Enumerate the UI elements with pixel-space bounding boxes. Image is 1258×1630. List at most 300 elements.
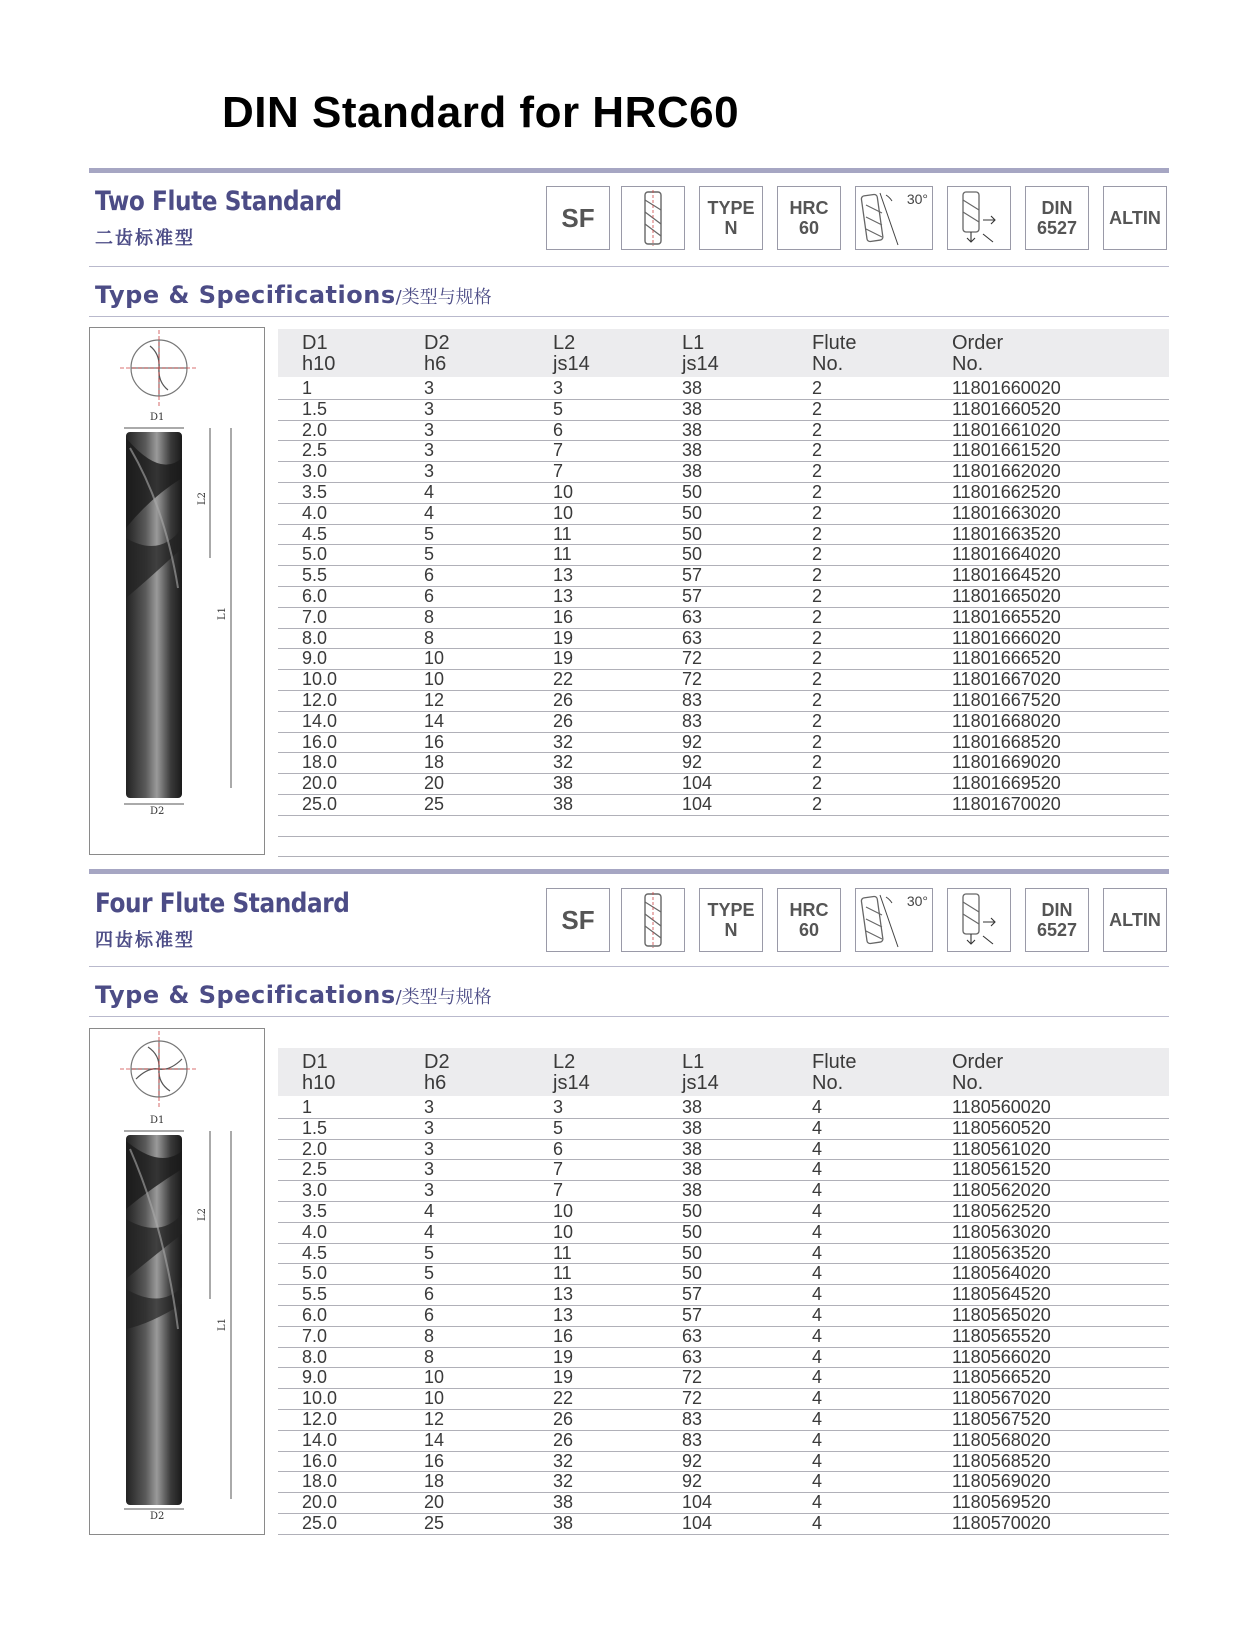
table-cell: 4 bbox=[812, 1367, 823, 1388]
table-cell: 25.0 bbox=[302, 794, 338, 814]
table-cell: 4 bbox=[812, 1492, 823, 1513]
table-cell: 12 bbox=[424, 690, 445, 710]
table-cell: 19 bbox=[553, 1346, 574, 1367]
table-cell: 3 bbox=[424, 398, 435, 419]
row-divider bbox=[278, 1534, 1169, 1535]
table-cell: 1180569020 bbox=[952, 1471, 1051, 1492]
table-cell: 10 bbox=[553, 482, 574, 502]
table-cell: 6 bbox=[424, 1305, 435, 1325]
table-cell: 14 bbox=[424, 1429, 445, 1450]
table-cell: 4.5 bbox=[302, 523, 328, 544]
table-cell: 3 bbox=[424, 1180, 435, 1201]
table-cell: 20.0 bbox=[302, 1492, 338, 1513]
table-cell: 26 bbox=[553, 690, 574, 710]
table-cell: 13 bbox=[553, 1305, 574, 1325]
row-divider bbox=[278, 815, 1169, 816]
table-cell: 26 bbox=[553, 1429, 574, 1450]
table-cell: 5 bbox=[424, 544, 435, 565]
table-cell: 83 bbox=[682, 710, 703, 731]
table-cell: 4 bbox=[812, 1388, 823, 1409]
table-cell: 11801662020 bbox=[952, 461, 1061, 482]
table-cell: 18.0 bbox=[302, 1471, 338, 1492]
din-badge: DIN 6527 bbox=[1025, 186, 1089, 250]
hrc-badge: HRC 60 bbox=[777, 888, 841, 952]
table-cell: 1.5 bbox=[302, 398, 328, 419]
table-cell: 50 bbox=[682, 1242, 703, 1263]
table-cell: 104 bbox=[682, 1513, 713, 1533]
table-cell: 16 bbox=[553, 606, 574, 627]
table-cell: 32 bbox=[553, 752, 574, 773]
table-cell: 6.0 bbox=[302, 586, 328, 606]
table-cell: 1180565020 bbox=[952, 1305, 1051, 1325]
table-cell: 11801666020 bbox=[952, 627, 1061, 648]
table-cell: 8 bbox=[424, 1325, 435, 1346]
table-cell: 50 bbox=[682, 523, 703, 544]
table-cell: 10.0 bbox=[302, 1388, 338, 1409]
table-cell: 38 bbox=[553, 1492, 574, 1513]
table-cell: 2 bbox=[812, 565, 823, 586]
table-cell: 2 bbox=[812, 398, 823, 419]
hrc-badge: HRC 60 bbox=[777, 186, 841, 250]
table-cell: 72 bbox=[682, 648, 703, 669]
table-cell: 11801663020 bbox=[952, 502, 1061, 523]
table-cell: 2 bbox=[812, 482, 823, 502]
table-cell: 1 bbox=[302, 1097, 313, 1117]
table-cell: 4 bbox=[812, 1471, 823, 1492]
column-header: L2 bbox=[553, 1051, 576, 1073]
d1-label: D1 bbox=[150, 1115, 165, 1126]
table-cell: 6 bbox=[553, 1138, 564, 1159]
sf-badge: SF bbox=[546, 888, 610, 952]
table-cell: 10 bbox=[424, 648, 445, 669]
center-cutting-icon bbox=[947, 888, 1011, 952]
end-mill-drawing bbox=[89, 1028, 265, 1535]
type-badge: TYPE N bbox=[699, 186, 763, 250]
table-cell: 38 bbox=[553, 773, 574, 794]
table-cell: 38 bbox=[682, 1097, 703, 1117]
table-cell: 1.5 bbox=[302, 1117, 328, 1138]
table-cell: 1180561520 bbox=[952, 1159, 1051, 1180]
table-cell: 50 bbox=[682, 1201, 703, 1221]
table-cell: 1180563020 bbox=[952, 1221, 1051, 1242]
table-cell: 6 bbox=[424, 586, 435, 606]
column-header: No. bbox=[812, 353, 844, 375]
table-cell: 6 bbox=[424, 1284, 435, 1305]
table-cell: 104 bbox=[682, 773, 713, 794]
table-cell: 38 bbox=[682, 378, 703, 398]
table-cell: 6 bbox=[424, 565, 435, 586]
table-cell: 7.0 bbox=[302, 606, 328, 627]
table-cell: 16.0 bbox=[302, 1450, 338, 1471]
table-cell: 13 bbox=[553, 586, 574, 606]
table-cell: 11801663520 bbox=[952, 523, 1061, 544]
table-cell: 1180563520 bbox=[952, 1242, 1051, 1263]
table-cell: 4 bbox=[812, 1325, 823, 1346]
table-cell: 11801670020 bbox=[952, 794, 1061, 814]
column-header: js14 bbox=[682, 353, 719, 375]
l1-label: L1 bbox=[217, 606, 229, 621]
column-header: Flute bbox=[812, 1051, 857, 1073]
helix-angle-icon bbox=[855, 888, 933, 952]
table-cell: 12 bbox=[424, 1409, 445, 1429]
table-cell: 10 bbox=[424, 1388, 445, 1409]
table-cell: 3 bbox=[553, 1097, 564, 1117]
table-cell: 4 bbox=[812, 1097, 823, 1117]
l2-label: L2 bbox=[197, 1207, 209, 1222]
table-cell: 2 bbox=[812, 690, 823, 710]
table-cell: 50 bbox=[682, 482, 703, 502]
table-cell: 5 bbox=[553, 398, 564, 419]
table-cell: 38 bbox=[682, 398, 703, 419]
coating-badge: ALTIN bbox=[1103, 888, 1167, 952]
table-cell: 83 bbox=[682, 1409, 703, 1429]
table-cell: 83 bbox=[682, 690, 703, 710]
table-cell: 38 bbox=[682, 440, 703, 461]
table-cell: 2 bbox=[812, 627, 823, 648]
table-cell: 5.5 bbox=[302, 565, 328, 586]
table-cell: 7.0 bbox=[302, 1325, 328, 1346]
table-cell: 1180561020 bbox=[952, 1138, 1051, 1159]
table-cell: 4 bbox=[812, 1346, 823, 1367]
type-badge: TYPE N bbox=[699, 888, 763, 952]
table-cell: 19 bbox=[553, 648, 574, 669]
table-cell: 11801668020 bbox=[952, 710, 1061, 731]
table-cell: 7 bbox=[553, 461, 564, 482]
table-cell: 26 bbox=[553, 710, 574, 731]
table-cell: 2 bbox=[812, 752, 823, 773]
table-cell: 22 bbox=[553, 669, 574, 690]
table-cell: 4 bbox=[812, 1450, 823, 1471]
column-header: D1 bbox=[302, 1051, 328, 1073]
table-header bbox=[278, 329, 1169, 377]
table-cell: 18.0 bbox=[302, 752, 338, 773]
table-cell: 11801664020 bbox=[952, 544, 1061, 565]
table-header bbox=[278, 1048, 1169, 1096]
table-cell: 11801664520 bbox=[952, 565, 1061, 586]
table-cell: 14.0 bbox=[302, 1429, 338, 1450]
table-cell: 2.0 bbox=[302, 1138, 328, 1159]
table-cell: 5 bbox=[553, 1117, 564, 1138]
row-divider bbox=[278, 836, 1169, 837]
table-cell: 1180567020 bbox=[952, 1388, 1051, 1409]
table-cell: 50 bbox=[682, 1263, 703, 1284]
table-cell: 5 bbox=[424, 523, 435, 544]
helix-angle-label: 30° bbox=[906, 191, 928, 207]
table-cell: 10 bbox=[553, 1221, 574, 1242]
column-header: h10 bbox=[302, 1072, 336, 1094]
table-cell: 104 bbox=[682, 1492, 713, 1513]
table-cell: 8 bbox=[424, 606, 435, 627]
table-cell: 3 bbox=[424, 378, 435, 398]
table-cell: 11 bbox=[553, 523, 572, 544]
table-cell: 11801669020 bbox=[952, 752, 1061, 773]
table-cell: 2 bbox=[812, 731, 823, 752]
table-cell: 1180562020 bbox=[952, 1180, 1051, 1201]
table-cell: 57 bbox=[682, 1305, 703, 1325]
table-cell: 1180560020 bbox=[952, 1097, 1051, 1117]
column-header: Order bbox=[952, 332, 1004, 354]
divider bbox=[89, 266, 1169, 267]
table-cell: 3 bbox=[424, 1117, 435, 1138]
table-cell: 4 bbox=[812, 1138, 823, 1159]
table-cell: 3 bbox=[424, 1097, 435, 1117]
table-cell: 1180569520 bbox=[952, 1492, 1051, 1513]
table-cell: 11801660520 bbox=[952, 398, 1061, 419]
table-cell: 2 bbox=[812, 544, 823, 565]
column-header: h6 bbox=[424, 353, 447, 375]
table-cell: 11801665020 bbox=[952, 586, 1061, 606]
coating-badge: ALTIN bbox=[1103, 186, 1167, 250]
table-cell: 11801666520 bbox=[952, 648, 1061, 669]
table-cell: 14.0 bbox=[302, 710, 338, 731]
table-cell: 1 bbox=[302, 378, 313, 398]
table-cell: 26 bbox=[553, 1409, 574, 1429]
table-cell: 2 bbox=[812, 523, 823, 544]
table-cell: 2 bbox=[812, 378, 823, 398]
table-cell: 18 bbox=[424, 752, 445, 773]
column-header: L2 bbox=[553, 332, 576, 354]
table-cell: 12.0 bbox=[302, 1409, 338, 1429]
table-cell: 11801662520 bbox=[952, 482, 1061, 502]
table-cell: 2 bbox=[812, 773, 823, 794]
table-cell: 20 bbox=[424, 1492, 445, 1513]
cross-section-icon bbox=[120, 1031, 198, 1107]
section-subtitle: 二齿标准型 bbox=[95, 228, 195, 248]
table-cell: 38 bbox=[682, 1138, 703, 1159]
section-title: Four Flute Standard bbox=[95, 888, 350, 919]
column-header: js14 bbox=[553, 353, 590, 375]
table-cell: 20 bbox=[424, 773, 445, 794]
table-cell: 4.5 bbox=[302, 1242, 328, 1263]
table-cell: 50 bbox=[682, 1221, 703, 1242]
table-cell: 1180560520 bbox=[952, 1117, 1051, 1138]
column-header: Order bbox=[952, 1051, 1004, 1073]
column-header: No. bbox=[952, 1072, 984, 1094]
table-cell: 4 bbox=[812, 1429, 823, 1450]
table-cell: 38 bbox=[553, 794, 574, 814]
table-cell: 4 bbox=[812, 1513, 823, 1533]
table-cell: 11801668520 bbox=[952, 731, 1061, 752]
table-cell: 38 bbox=[553, 1513, 574, 1533]
table-cell: 4 bbox=[812, 1221, 823, 1242]
table-cell: 83 bbox=[682, 1429, 703, 1450]
column-header: Flute bbox=[812, 332, 857, 354]
divider bbox=[89, 1016, 1169, 1017]
table-cell: 7 bbox=[553, 1180, 564, 1201]
table-cell: 63 bbox=[682, 1325, 703, 1346]
table-cell: 25.0 bbox=[302, 1513, 338, 1533]
table-cell: 10.0 bbox=[302, 669, 338, 690]
table-cell: 16.0 bbox=[302, 731, 338, 752]
table-cell: 12.0 bbox=[302, 690, 338, 710]
table-cell: 11801669520 bbox=[952, 773, 1061, 794]
column-header: L1 bbox=[682, 332, 705, 354]
d2-label: D2 bbox=[150, 806, 165, 817]
table-cell: 2 bbox=[812, 586, 823, 606]
row-divider bbox=[278, 856, 1169, 857]
l1-label: L1 bbox=[217, 1317, 229, 1332]
table-cell: 1180564020 bbox=[952, 1263, 1051, 1284]
table-cell: 11 bbox=[553, 1263, 572, 1284]
table-cell: 3 bbox=[424, 419, 435, 440]
table-cell: 2 bbox=[812, 669, 823, 690]
table-cell: 4 bbox=[812, 1201, 823, 1221]
table-cell: 3 bbox=[553, 378, 564, 398]
table-cell: 4 bbox=[812, 1159, 823, 1180]
table-cell: 63 bbox=[682, 1346, 703, 1367]
table-cell: 4 bbox=[812, 1284, 823, 1305]
table-cell: 2.5 bbox=[302, 1159, 328, 1180]
column-header: h6 bbox=[424, 1072, 447, 1094]
page-title: DIN Standard for HRC60 bbox=[222, 88, 740, 137]
table-cell: 16 bbox=[424, 731, 445, 752]
spec-table bbox=[278, 1048, 1169, 1536]
table-cell: 5.0 bbox=[302, 1263, 328, 1284]
table-cell: 8 bbox=[424, 1346, 435, 1367]
table-cell: 4 bbox=[424, 482, 435, 502]
table-cell: 8.0 bbox=[302, 1346, 328, 1367]
table-cell: 2 bbox=[812, 648, 823, 669]
end-mill-drawing bbox=[89, 327, 265, 855]
spec-table bbox=[278, 329, 1169, 849]
table-cell: 25 bbox=[424, 1513, 445, 1533]
table-cell: 18 bbox=[424, 1471, 445, 1492]
table-cell: 1180567520 bbox=[952, 1409, 1051, 1429]
table-cell: 11801660020 bbox=[952, 378, 1061, 398]
table-cell: 4 bbox=[424, 1201, 435, 1221]
table-cell: 20.0 bbox=[302, 773, 338, 794]
d1-label: D1 bbox=[150, 412, 165, 423]
table-cell: 38 bbox=[682, 419, 703, 440]
section-divider bbox=[89, 168, 1169, 173]
table-cell: 6.0 bbox=[302, 1305, 328, 1325]
column-header: h10 bbox=[302, 353, 336, 375]
table-cell: 2 bbox=[812, 461, 823, 482]
table-cell: 4.0 bbox=[302, 502, 328, 523]
section-subtitle: 四齿标准型 bbox=[95, 930, 195, 950]
spec-title: Type & Specifications/类型与规格 bbox=[95, 981, 492, 1009]
table-cell: 92 bbox=[682, 752, 703, 773]
table-cell: 3.0 bbox=[302, 461, 328, 482]
table-cell: 38 bbox=[682, 1159, 703, 1180]
table-cell: 11801661520 bbox=[952, 440, 1061, 461]
table-cell: 32 bbox=[553, 1471, 574, 1492]
table-cell: 25 bbox=[424, 794, 445, 814]
d2-label: D2 bbox=[150, 1511, 165, 1522]
straight-shank-icon bbox=[621, 186, 685, 250]
table-cell: 6 bbox=[553, 419, 564, 440]
table-cell: 38 bbox=[682, 1117, 703, 1138]
table-cell: 57 bbox=[682, 1284, 703, 1305]
l2-label: L2 bbox=[197, 491, 209, 506]
table-cell: 2.0 bbox=[302, 419, 328, 440]
table-cell: 4 bbox=[812, 1180, 823, 1201]
table-cell: 104 bbox=[682, 794, 713, 814]
table-cell: 2 bbox=[812, 606, 823, 627]
section-divider bbox=[89, 869, 1169, 874]
column-header: D1 bbox=[302, 332, 328, 354]
table-cell: 9.0 bbox=[302, 648, 328, 669]
table-cell: 3.0 bbox=[302, 1180, 328, 1201]
table-cell: 11801665520 bbox=[952, 606, 1061, 627]
straight-shank-icon bbox=[621, 888, 685, 952]
table-cell: 38 bbox=[682, 461, 703, 482]
column-header: js14 bbox=[682, 1072, 719, 1094]
cross-section-icon bbox=[120, 330, 198, 406]
table-cell: 72 bbox=[682, 1367, 703, 1388]
table-cell: 11 bbox=[553, 544, 572, 565]
table-cell: 3.5 bbox=[302, 1201, 328, 1221]
table-cell: 3.5 bbox=[302, 482, 328, 502]
column-header: D2 bbox=[424, 1051, 450, 1073]
table-cell: 2 bbox=[812, 710, 823, 731]
table-cell: 5.0 bbox=[302, 544, 328, 565]
table-cell: 2 bbox=[812, 502, 823, 523]
table-cell: 4 bbox=[812, 1117, 823, 1138]
table-cell: 16 bbox=[553, 1325, 574, 1346]
table-cell: 8.0 bbox=[302, 627, 328, 648]
table-cell: 50 bbox=[682, 544, 703, 565]
table-cell: 7 bbox=[553, 1159, 564, 1180]
table-cell: 5 bbox=[424, 1242, 435, 1263]
divider bbox=[89, 966, 1169, 967]
table-cell: 22 bbox=[553, 1388, 574, 1409]
table-cell: 11801667020 bbox=[952, 669, 1061, 690]
table-cell: 4 bbox=[812, 1305, 823, 1325]
table-cell: 63 bbox=[682, 627, 703, 648]
column-header: L1 bbox=[682, 1051, 705, 1073]
table-cell: 3 bbox=[424, 461, 435, 482]
table-cell: 19 bbox=[553, 627, 574, 648]
table-cell: 19 bbox=[553, 1367, 574, 1388]
divider bbox=[89, 316, 1169, 317]
table-cell: 5 bbox=[424, 1263, 435, 1284]
din-badge: DIN 6527 bbox=[1025, 888, 1089, 952]
table-cell: 1180568020 bbox=[952, 1429, 1051, 1450]
column-header: js14 bbox=[553, 1072, 590, 1094]
table-cell: 3 bbox=[424, 440, 435, 461]
table-cell: 10 bbox=[553, 502, 574, 523]
helix-angle-label: 30° bbox=[906, 893, 928, 909]
table-cell: 57 bbox=[682, 565, 703, 586]
table-cell: 9.0 bbox=[302, 1367, 328, 1388]
helix-angle-icon bbox=[855, 186, 933, 250]
sf-badge: SF bbox=[546, 186, 610, 250]
table-cell: 92 bbox=[682, 731, 703, 752]
table-cell: 4 bbox=[812, 1263, 823, 1284]
table-cell: 57 bbox=[682, 586, 703, 606]
table-cell: 7 bbox=[553, 440, 564, 461]
table-cell: 2.5 bbox=[302, 440, 328, 461]
table-cell: 11801667520 bbox=[952, 690, 1061, 710]
table-cell: 1180565520 bbox=[952, 1325, 1051, 1346]
table-cell: 10 bbox=[553, 1201, 574, 1221]
column-header: D2 bbox=[424, 332, 450, 354]
table-cell: 1180566520 bbox=[952, 1367, 1051, 1388]
table-cell: 13 bbox=[553, 1284, 574, 1305]
table-cell: 3 bbox=[424, 1159, 435, 1180]
table-cell: 10 bbox=[424, 669, 445, 690]
table-cell: 1180570020 bbox=[952, 1513, 1051, 1533]
column-header: No. bbox=[812, 1072, 844, 1094]
table-cell: 13 bbox=[553, 565, 574, 586]
table-cell: 72 bbox=[682, 1388, 703, 1409]
center-cutting-icon bbox=[947, 186, 1011, 250]
table-cell: 4 bbox=[424, 1221, 435, 1242]
table-cell: 1180562520 bbox=[952, 1201, 1051, 1221]
table-cell: 8 bbox=[424, 627, 435, 648]
table-cell: 10 bbox=[424, 1367, 445, 1388]
